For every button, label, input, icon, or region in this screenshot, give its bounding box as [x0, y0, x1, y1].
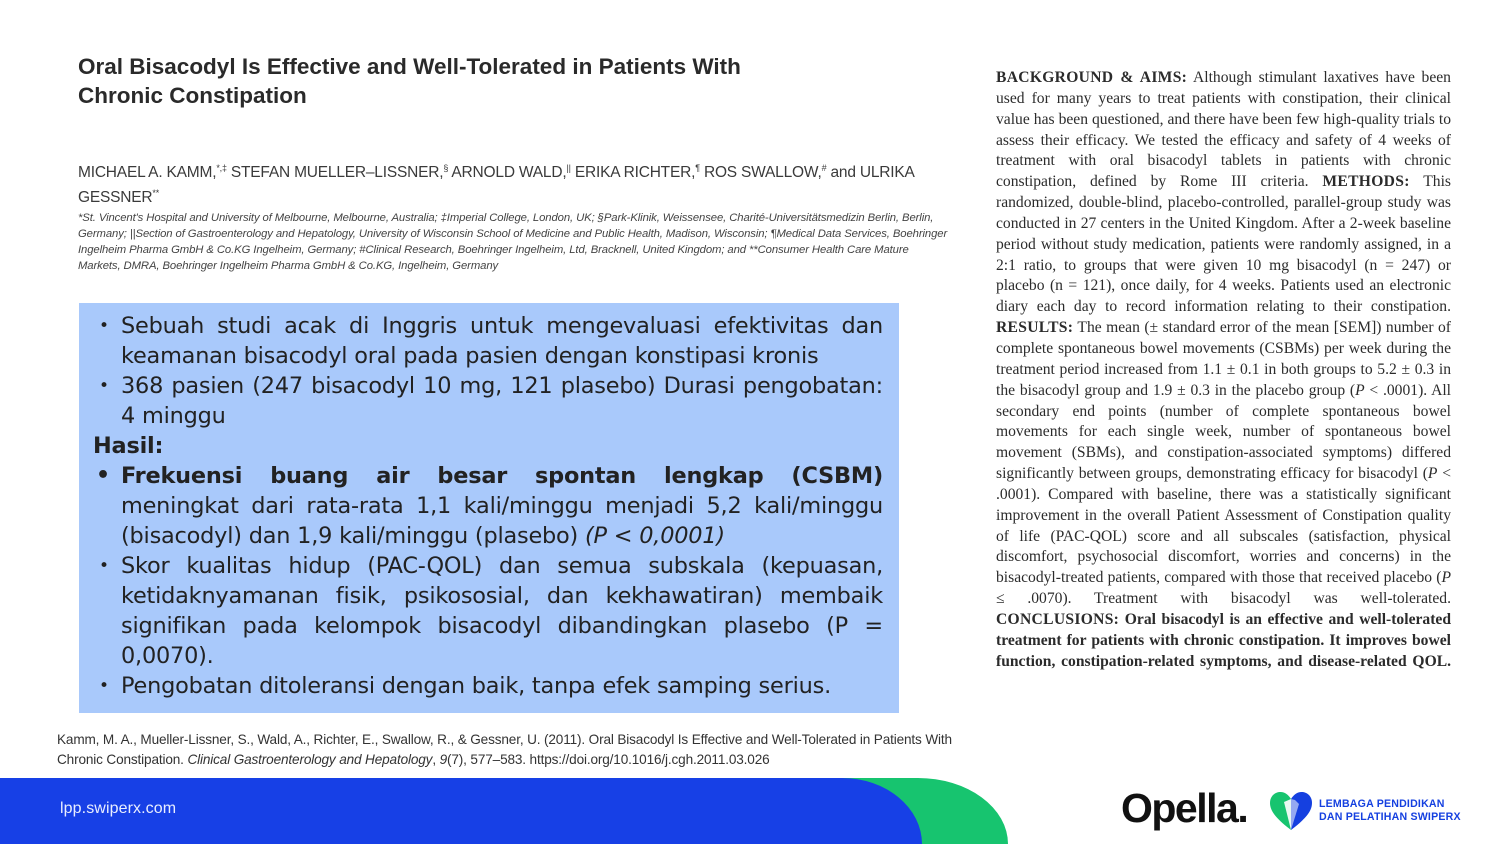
summary-bullet-tolerance: • Pengobatan ditoleransi dengan baik, tanpa efek samping serius.: [93, 671, 883, 701]
summary-bullet-csbm: • Frekuensi buang air besar spontan lengkap (CSBM) meningkat dari rata-rata 1,1 kali/minggu menjadi 5,2 kali/minggu (bisacodyl) dan 1,9 kali/minggu (plasebo) (P < 0,0001): [93, 461, 883, 551]
paper-authors: MICHAEL A. KAMM,*,‡ STEFAN MUELLER–LISSNER,§ ARNOLD WALD,|| ERIKA RICHTER,¶ ROS SWALLOW,# and ULRIKA GESSNER**: [78, 163, 914, 207]
lppx-heart-icon: [1268, 790, 1314, 832]
abstract-conclusions-heading: CONCLUSIONS:: [996, 610, 1120, 628]
summary-bullet-study: • Sebuah studi acak di Inggris untuk mengevaluasi efektivitas dan keamanan bisacodyl oral pada pasien dengan konstipasi kronis: [93, 311, 883, 371]
footer-url: lpp.swiperx.com: [60, 800, 177, 817]
paper-title-line1: Oral Bisacodyl Is Effective and Well-Tolerated in Patients With: [78, 54, 741, 79]
summary-box: [79, 303, 899, 713]
summary-results-heading: Hasil:: [93, 433, 164, 459]
lppx-logo-text: LEMBAGA PENDIDIKAN DAN PELATIHAN SWIPERX: [1319, 798, 1461, 823]
abstract-background-heading: BACKGROUND & AIMS:: [996, 69, 1188, 86]
paper-title-line2: Chronic Constipation: [78, 83, 307, 108]
abstract-results-heading: RESULTS:: [996, 319, 1074, 337]
paper-abstract: BACKGROUND & AIMS: Although stimulant laxatives have been used for many years to treat patients with constipation, their clinical value has been questioned, and there have been few high-quality trials to assess their efficacy. We tested the efficacy and safety of 4 weeks of treatment with oral bisacodyl tablets in patients with chronic constipation, defined by Rome III criteria. METHODS: This randomized, double-blind, placebo-controlled, parallel-group study was conducted in 27 centers in the United Kingdom. After a 2-week baseline period without study medication, patients were randomly assigned, in a 2:1 ratio, to groups that were given 10 mg bisacodyl (n = 247) or placebo (n = 121), once daily, for 4 weeks. Patients used an electronic diary each day to record information relating to their constipation. RESULTS: The mean (± standard error of the mean [SEM]) number of complete spontaneous bowel movements (CSBMs) per week during the treatment period increased from 1.1 ± 0.1 in both groups to 5.2 ± 0.3 in the bisacodyl group and 1.9 ± 0.3 in the placebo group (P < .0001). All secondary end points (number of complete spontaneous bowel movements for each single week, number of spontaneous bowel movement (SBMs), and constipation-associated symptoms) differed significantly between groups, demonstrating efficacy for bisacodyl (P < .0001). Compared with baseline, there was a statistically significant improvement in the overall Patient Assessment of Constipation quality of life (PAC-QOL) score and all subscales (satisfaction, physical discomfort, psychosocial discomfort, worries and concerns) in the bisacodyl-treated patients, compared with those that received placebo (P ≤ .0070). Treatment with bisacodyl was well-tolerated. CONCLUSIONS: Oral bisacodyl is an effective and well-tolerated treatment for patients with chronic constipation. It improves bowel function, constipation-related symptoms, and disease-related QOL.: [996, 69, 1452, 670]
summary-bullet-qol: • Skor kualitas hidup (PAC-QOL) dan semua subskala (kepuasan, ketidaknyamanan fisik, psikososial, dan kekhawatiran) membaik signifikan pada kelompok bisacodyl dibandingkan plasebo (P = 0,0070).: [93, 551, 883, 671]
paper-title: [78, 52, 858, 110]
opella-logo: Opella.: [1121, 785, 1248, 831]
citation: Kamm, M. A., Mueller-Lissner, S., Wald, A., Richter, E., Swallow, R., & Gessner, U. (2011). Oral Bisacodyl Is Effective and Well-Tolerated in Patients With Chronic Constipation. Clinical Gastroenterology and Hepatology, 9(7), 577–583. https://doi.org/10.1016/j.cgh.2011.03.026: [57, 732, 952, 767]
paper-affiliations: *St. Vincent's Hospital and University of Melbourne, Melbourne, Australia; ‡Imperial College, London, UK; §Park-Klinik, Weissensee, Charité-Universitätsmedizin Berlin, Berlin, Germany; ||Section of Gastroenterology and Hepatology, University of Wisconsin School of Medicine and Public Health, Madison, Wisconsin; ¶Medical Data Services, Boehringer Ingelheim Pharma GmbH & Co.KG Ingelheim, Germany; #Clinical Research, Boehringer Ingelheim, Ltd, Bracknell, United Kingdom; and **Consumer Health Care Mature Markets, DMRA, Boehringer Ingelheim Pharma GmbH & Co.KG, Ingelheim, Germany: [78, 212, 948, 272]
abstract-methods-heading: METHODS:: [1322, 173, 1410, 191]
summary-bullet-patients: • 368 pasien (247 bisacodyl 10 mg, 121 plasebo) Durasi pengobatan: 4 minggu: [93, 371, 883, 431]
